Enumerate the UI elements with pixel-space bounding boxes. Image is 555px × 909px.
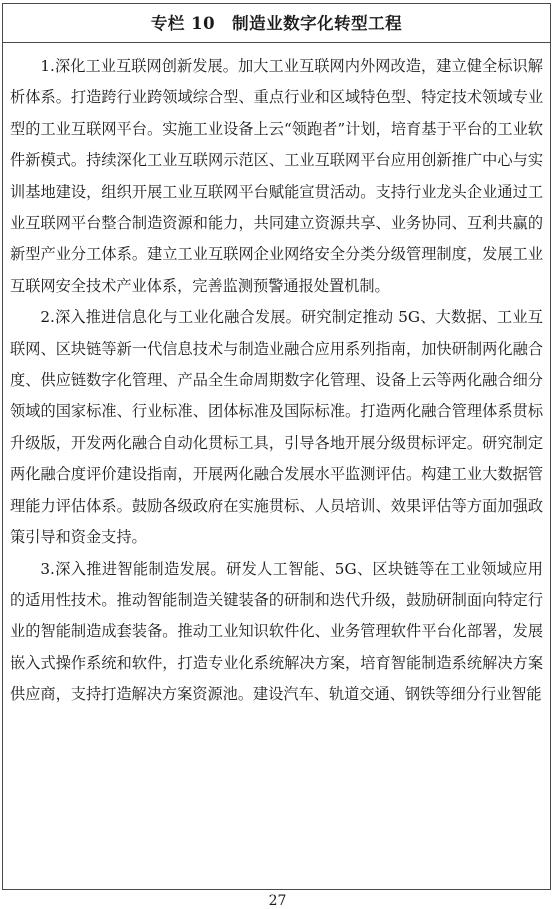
feature-box bbox=[2, 3, 551, 890]
paragraph-industrial-internet: 1.深化工业互联网创新发展。加大工业互联网内外网改造，建立健全标识解析体系。打造跨行业跨领域综合型、重点行业和区域特色型、特定技术领域专业型的工业互联网平台。实施工业设备上云“领跑者”计划，培育基于平台的工业软件新模式。持续深化工业互联网示范区、工业互联网平台应用创新推广中心与实训基地建设，组织开展工业互联网平台赋能宣贯活动。支持行业龙头企业通过工业互联网平台整合制造资源和能力，共同建立资源共享、业务协同、互利共赢的新型产业分工体系。建立工业互联网企业网络安全分类分级管理制度，发展工业互联网安全技术产业体系，完善监测预警通报处置机制。 bbox=[10, 57, 543, 295]
paragraph-intelligent-manufacturing: 3.深入推进智能制造发展。研发人工智能、5G、区块链等在工业领域应用的适用性技术。推动智能制造关键装备的研制和迭代升级，鼓励研制面向特定行业的智能制造成套装备。推动工业知识软件化、业务管理软件平台化部署，发展嵌入式操作系统和软件，打造专业化系统解决方案，培育智能制造系统解决方案供应商，支持打造解决方案资源池。建设汽车、轨道交通、钢铁等细分行业智能 bbox=[10, 559, 543, 704]
page-number: 27 bbox=[268, 893, 287, 909]
paragraph-informatization-integration: 2.深入推进信息化与工业化融合发展。研究制定推动 5G、大数据、工业互联网、区块链等新一代信息技术与制造业融合应用系列指南，加快研制两化融合度、供应链数字化管理、产品全生命周期数字化管理、设备上云等两化融合细分领域的国家标准、行业标准、团体标准及国际标准。打造两化融合管理体系贯标升级版，开发两化融合自动化贯标工具，引导各地开展分级贯标评定。研究制定两化融合度评价建设指南，开展两化融合发展水平监测评估。构建工业大数据管理能力评估体系。鼓励各级政府在实施贯标、人员培训、效果评估等方面加强政策引导和资金支持。 bbox=[10, 308, 543, 547]
box-body bbox=[3, 43, 550, 711]
box-title: 专栏 10 制造业数字化转型工程 bbox=[3, 4, 550, 43]
